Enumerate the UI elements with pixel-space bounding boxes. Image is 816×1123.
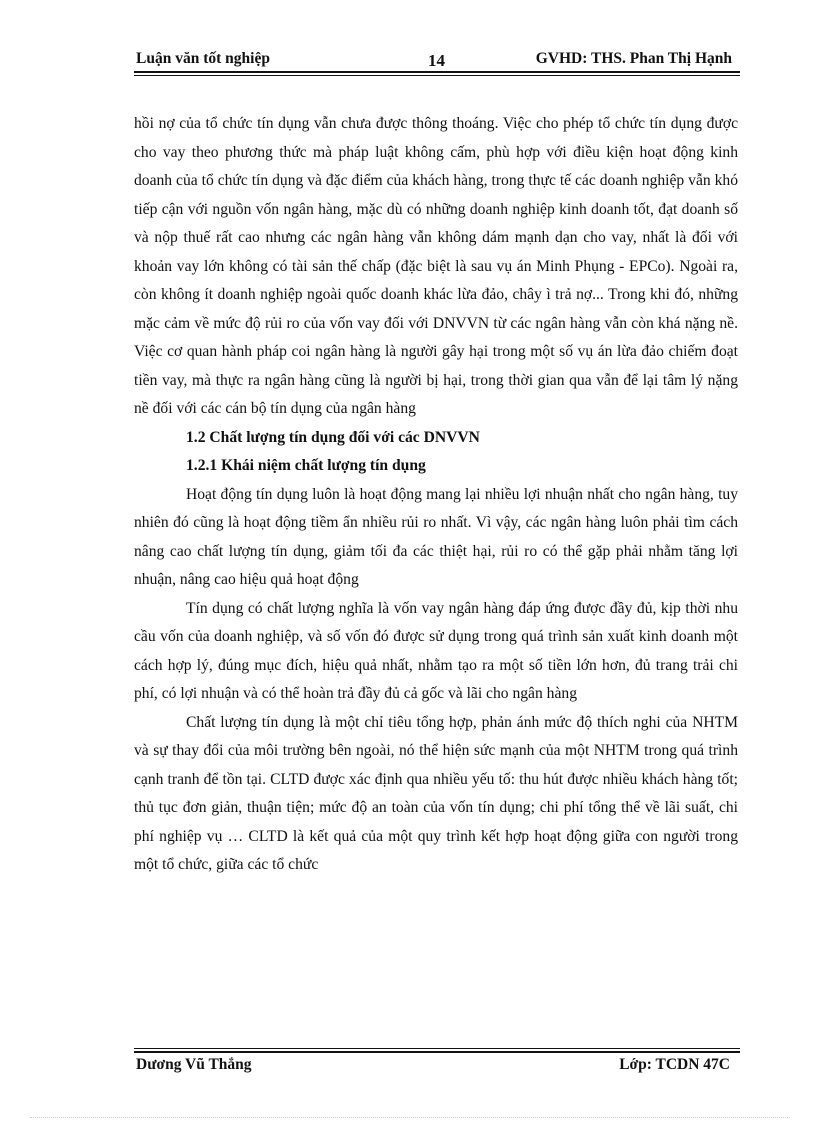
paragraph: Chất lượng tín dụng là một chỉ tiêu tổng hợp, phản ánh mức độ thích nghi của NHTM và sự thay đổi của môi trường bên ngoài, nó thể hiện sức mạnh của một NHTM trong quá trình cạnh tranh để tồn tại. CLTD được xác định qua nhiều yếu tố: thu hút được nhiều khách hàng tốt; thủ tục đơn giản, thuận tiện; mức độ an toàn của vốn tín dụng; chi phí tổng thể về lãi suất, chi phí nghiệp vụ … CLTD là kết quả của một quy trình kết hợp hoạt động giữa con người trong một tổ chức, giữa các tổ chức — [134, 713, 738, 873]
page-number: 14 — [428, 51, 445, 70]
header-rule-thick — [134, 71, 740, 73]
header-thesis-label: Luận văn tốt nghiệp — [136, 50, 270, 67]
paragraph: Hoạt động tín dụng luôn là hoạt động mang lại nhiều lợi nhuận nhất cho ngân hàng, tuy nhiên đó cũng là hoạt động tiềm ẩn nhiều rủi ro nhất. Vì vậy, các ngân hàng luôn phải tìm cách nâng cao chất lượng tín dụng, giảm tối đa các thiệt hại, rủi ro có thể gặp phải nhằm tăng lợi nhuận, nâng cao hiệu quả hoạt động — [134, 485, 738, 588]
page-header — [134, 46, 738, 70]
header-rule-thin — [134, 75, 740, 76]
paragraph: Tín dụng có chất lượng nghĩa là vốn vay ngân hàng đáp ứng được đầy đủ, kịp thời nhu cầu vốn của doanh nghiệp, và số vốn đó được sử dụng trong quá trình sản xuất kinh doanh một cách hợp lý, đúng mục đích, hiệu quả nhất, nhằm tạo ra một số tiền lớn hơn, đủ trang trải chi phí, có lợi nhuận và có thể hoàn trả đầy đủ cả gốc và lãi cho ngân hàng — [134, 599, 738, 702]
header-advisor: GVHD: THS. Phan Thị Hạnh — [535, 50, 732, 67]
section-heading: 1.2 Chất lượng tín dụng đối với các DNVVN — [186, 428, 480, 446]
page-edge-divider — [30, 1117, 790, 1118]
footer-class: Lớp: TCDN 47C — [619, 1056, 730, 1073]
paragraph-continuation: hồi nợ của tổ chức tín dụng vẫn chưa được thông thoáng. Việc cho phép tổ chức tín dụng được cho vay theo phương thức mà pháp luật không cấm, phù hợp với điều kiện hoạt động kinh doanh của tổ chức tín dụng và đặc điểm của khách hàng, trong thực tế các doanh nghiệp vẫn khó tiếp cận với nguồn vốn ngân hàng, mặc dù có những doanh nghiệp kinh doanh tốt, đạt doanh số và nộp thuế rất cao nhưng các ngân hàng vẫn không dám mạnh dạn cho vay, nhất là đối với khoản vay lớn không có tài sản thế chấp (đặc biệt là sau vụ án Minh Phụng - EPCo). Ngoài ra, còn không ít doanh nghiệp ngoài quốc doanh khác lừa đảo, chây ì trả nợ... Trong khi đó, những mặc cảm về mức độ rủi ro của vốn vay đối với DNVVN từ các ngân hàng vẫn còn khá nặng nề. Việc cơ quan hành pháp coi ngân hàng là người gây hại trong một số vụ án lừa đảo chiếm đoạt tiền vay, mà thực ra ngân hàng cũng là người bị hại, trong thời gian qua vẫn để lại tâm lý nặng nề đối với các cán bộ tín dụng của ngân hàng — [134, 115, 738, 417]
page-body — [134, 110, 738, 880]
subsection-heading: 1.2.1 Khái niệm chất lượng tín dụng — [186, 457, 426, 474]
page-footer — [134, 1056, 738, 1080]
footer-author: Dương Vũ Thắng — [136, 1056, 252, 1073]
footer-rule-thin — [134, 1048, 740, 1049]
footer-rule-thick — [134, 1051, 740, 1053]
